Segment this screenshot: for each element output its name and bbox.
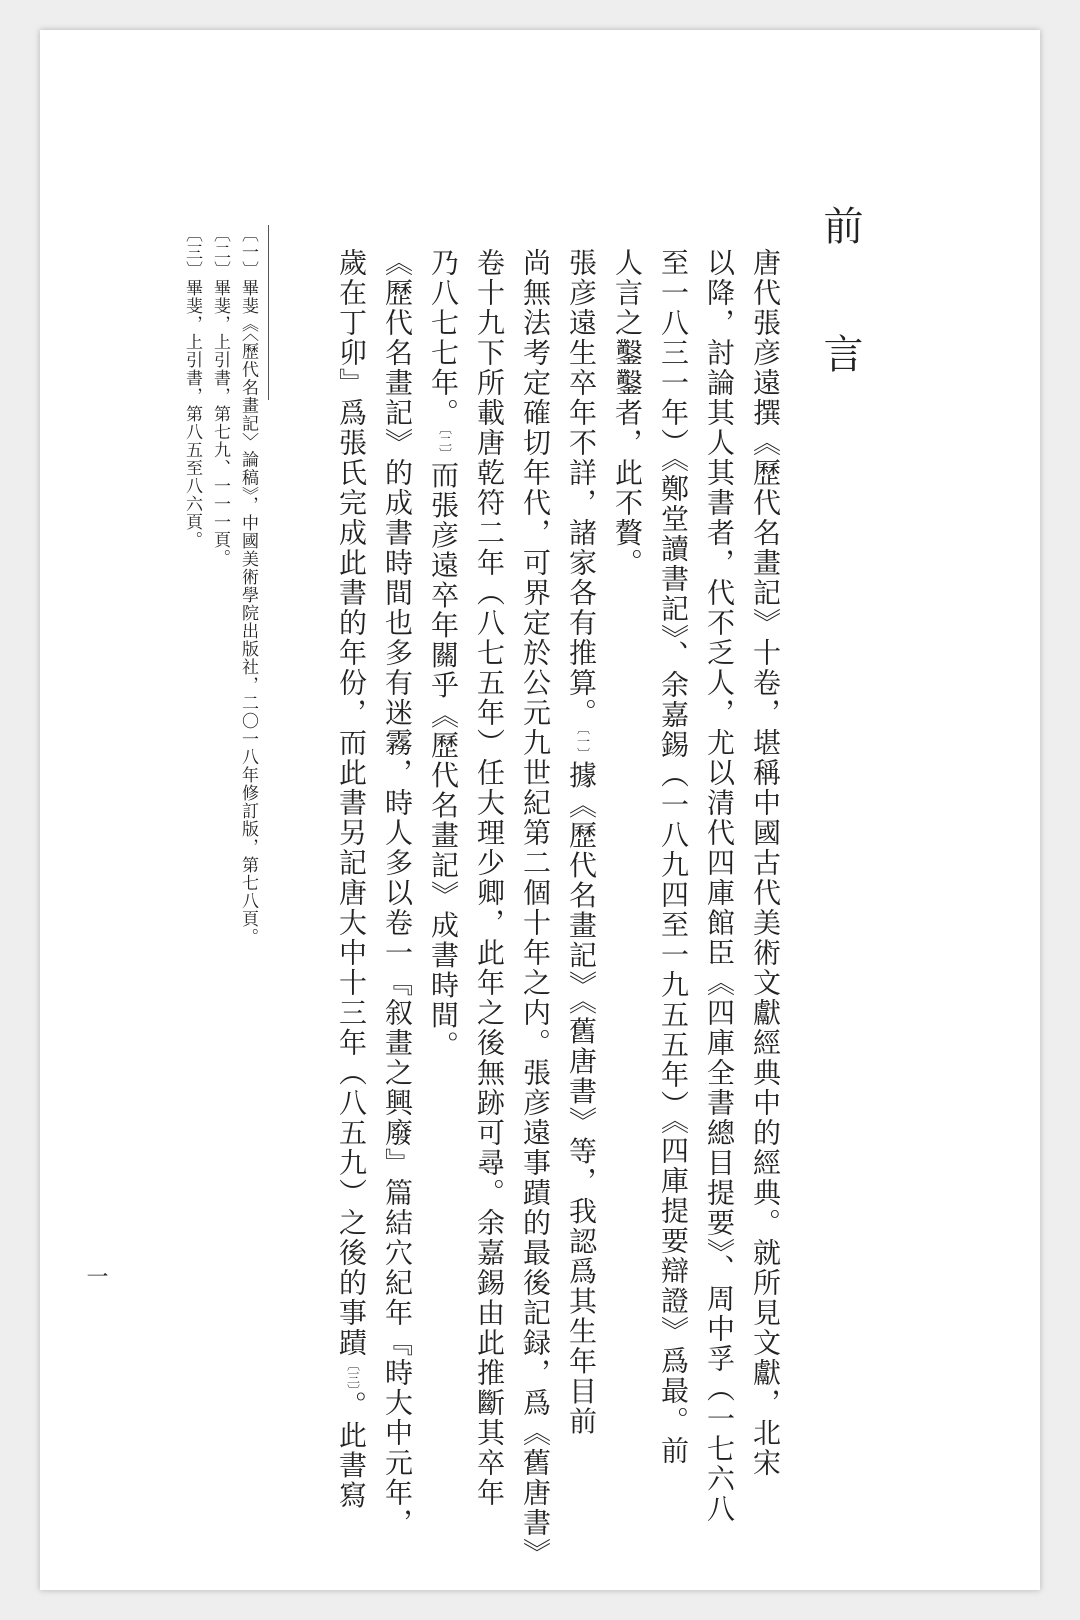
- body-column-7: 卷十九下所載唐乾符二年（八七五年）任大理少卿，此年之後無跡可尋。余嘉錫由此推斷其卒年: [473, 248, 506, 1508]
- body-column-5-text: 張彦遠生卒年不詳，諸家各有推算。: [565, 248, 598, 728]
- body-column-9: 《歷代名畫記》的成書時間也多有迷霧，時人多以卷一『叙畫之興廢』篇結穴紀年『時大中元年，: [381, 248, 414, 1538]
- footnote-3: 〔三〕畢斐，上引書，第八五至八六頁。: [182, 225, 202, 549]
- footnote-ref-2[interactable]: 〔二〕: [436, 428, 451, 461]
- body-column-10-text: 歲在丁卯』爲張氏完成此書的年份，而此書另記唐大中十三年（八五九）之後的事蹟: [335, 248, 368, 1358]
- body-column-8-continued: 而張彦遠卒年關乎《歷代名畫記》成書時間。: [427, 460, 460, 1061]
- book-page: [40, 30, 1040, 1590]
- footnote-1: 〔一〕畢斐《〈歷代名畫記〉論稿》，中國美術學院出版社，二〇一八年修訂版，第七八頁。: [238, 225, 258, 946]
- page-title: 前言: [817, 205, 863, 461]
- body-column-5-continued: 據《歷代名畫記》《舊唐書》等，我認爲其生年目前: [565, 760, 598, 1437]
- body-column-5: [561, 248, 601, 1437]
- body-column-8: [423, 248, 463, 1061]
- body-column-3: 至一八三一年）《鄭堂讀書記》、余嘉錫（一八九四至一九五五年）《四庫提要辯證》爲最。前: [657, 248, 690, 1466]
- body-column-6: 尚無法考定確切年代，可界定於公元九世紀第二個十年之内。張彦遠事蹟的最後記録，爲《舊唐書》: [519, 248, 552, 1568]
- body-column-10-continued: 。此書寫: [335, 1390, 368, 1511]
- page-number: 一: [83, 1265, 108, 1287]
- body-column-8-text: 乃八七七年。: [427, 248, 460, 428]
- footnote-ref-1[interactable]: 〔一〕: [574, 728, 589, 761]
- body-column-2: 以降，討論其人其書者，代不乏人，尤以清代四庫館臣《四庫全書總目提要》、周中孚（一七六八: [703, 248, 736, 1524]
- footnote-ref-3[interactable]: 〔三〕: [344, 1358, 359, 1391]
- body-column-4: 人言之鑿鑿者，此不贅。: [611, 248, 644, 578]
- body-column-1: 唐代張彦遠撰《歷代名畫記》十卷，堪稱中國古代美術文獻經典中的經典。就所見文獻，北宋: [749, 248, 782, 1478]
- footnote-divider: [268, 225, 269, 400]
- footnote-2: 〔二〕畢斐，上引書，第七九、一一一頁。: [210, 225, 230, 567]
- body-column-10: [331, 248, 371, 1511]
